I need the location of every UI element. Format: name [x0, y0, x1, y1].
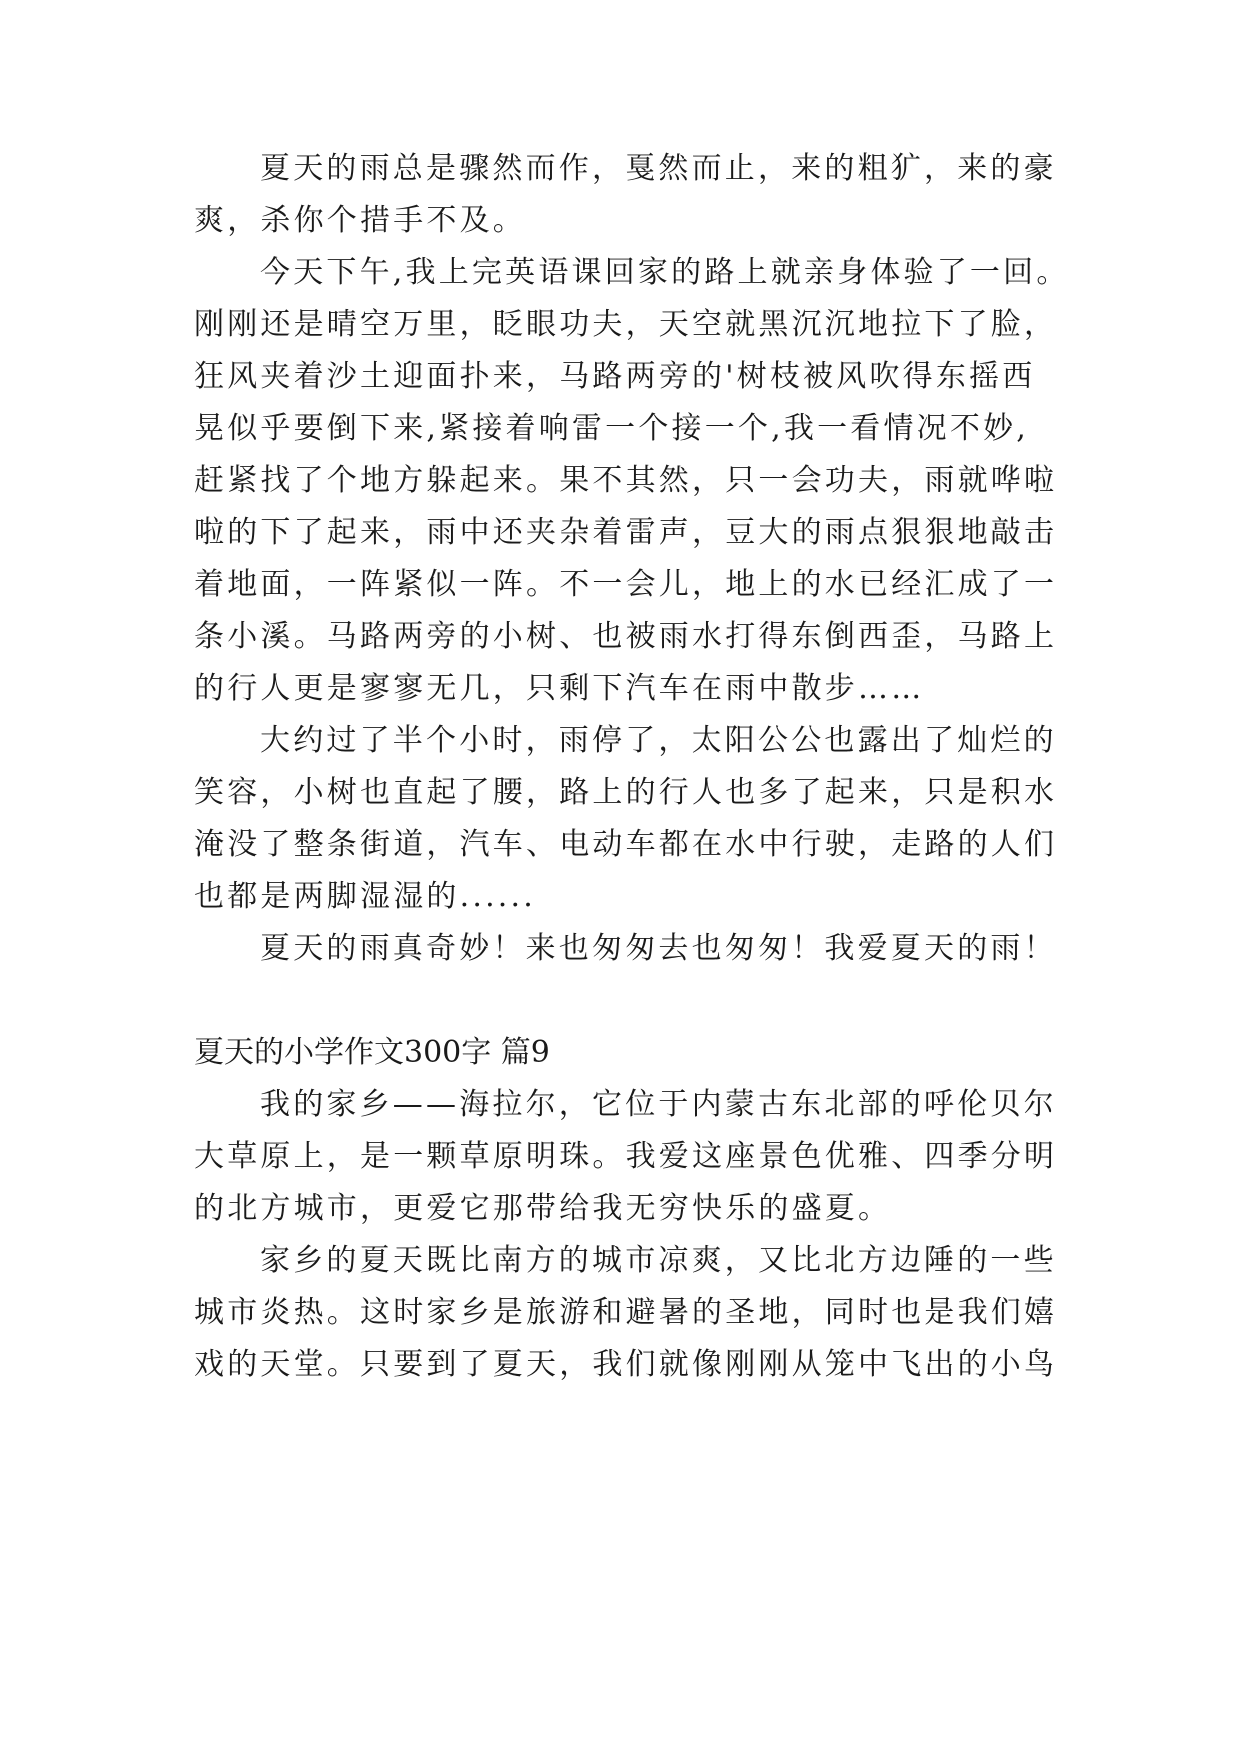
paragraph-line: 的北方城市，更爱它那带给我无穷快乐的盛夏。 — [194, 1191, 892, 1226]
paragraph-line: 着地面，一阵紧似一阵。不一会儿，地上的水已经汇成了一 — [194, 567, 1058, 602]
paragraph-line: 也都是两脚湿湿的...... — [194, 879, 537, 914]
paragraph-line: 大草原上，是一颗草原明珠。我爱这座景色优雅、四季分明 — [194, 1139, 1058, 1174]
paragraph-line: 夏天的雨总是骤然而作，戛然而止，来的粗犷，来的豪 — [260, 151, 1057, 186]
paragraph-line: 我的家乡——海拉尔，它位于内蒙古东北部的呼伦贝尔 — [260, 1087, 1057, 1122]
section-heading: 夏天的小学作文300字 篇9 — [194, 1035, 550, 1070]
paragraph-line: 条小溪。马路两旁的小树、也被雨水打得东倒西歪，马路上 — [194, 619, 1058, 654]
paragraph-line: 城市炎热。这时家乡是旅游和避暑的圣地，同时也是我们嬉 — [194, 1295, 1058, 1330]
paragraph-line: 晃似乎要倒下来,紧接着响雷一个接一个,我一看情况不妙, — [194, 411, 1030, 446]
paragraph-line: 家乡的夏天既比南方的城市凉爽，又比北方边陲的一些 — [260, 1243, 1057, 1278]
paragraph-line: 笑容，小树也直起了腰，路上的行人也多了起来，只是积水 — [194, 775, 1058, 810]
paragraph-line: 狂风夹着沙土迎面扑来，马路两旁的'树枝被风吹得东摇西 — [194, 359, 1036, 394]
paragraph-line: 戏的天堂。只要到了夏天，我们就像刚刚从笼中飞出的小鸟 — [194, 1347, 1058, 1382]
paragraph-line: 淹没了整条街道，汽车、电动车都在水中行驶，走路的人们 — [194, 827, 1058, 862]
paragraph-line: 的行人更是寥寥无几，只剩下汽车在雨中散步…… — [194, 671, 925, 706]
paragraph-line: 夏天的雨真奇妙！来也匆匆去也匆匆！我爱夏天的雨！ — [260, 931, 1057, 966]
paragraph-line: 赶紧找了个地方躲起来。果不其然，只一会功夫，雨就哗啦 — [194, 463, 1058, 498]
paragraph-line: 大约过了半个小时，雨停了，太阳公公也露出了灿烂的 — [260, 723, 1057, 758]
paragraph-line: 刚刚还是晴空万里，眨眼功夫，天空就黑沉沉地拉下了脸， — [194, 307, 1058, 342]
paragraph-line: 今天下午,我上完英语课回家的路上就亲身体验了一回。 — [260, 255, 1070, 290]
paragraph-line: 爽，杀你个措手不及。 — [194, 203, 526, 238]
paragraph-line: 啦的下了起来，雨中还夹杂着雷声，豆大的雨点狠狠地敲击 — [194, 515, 1058, 550]
